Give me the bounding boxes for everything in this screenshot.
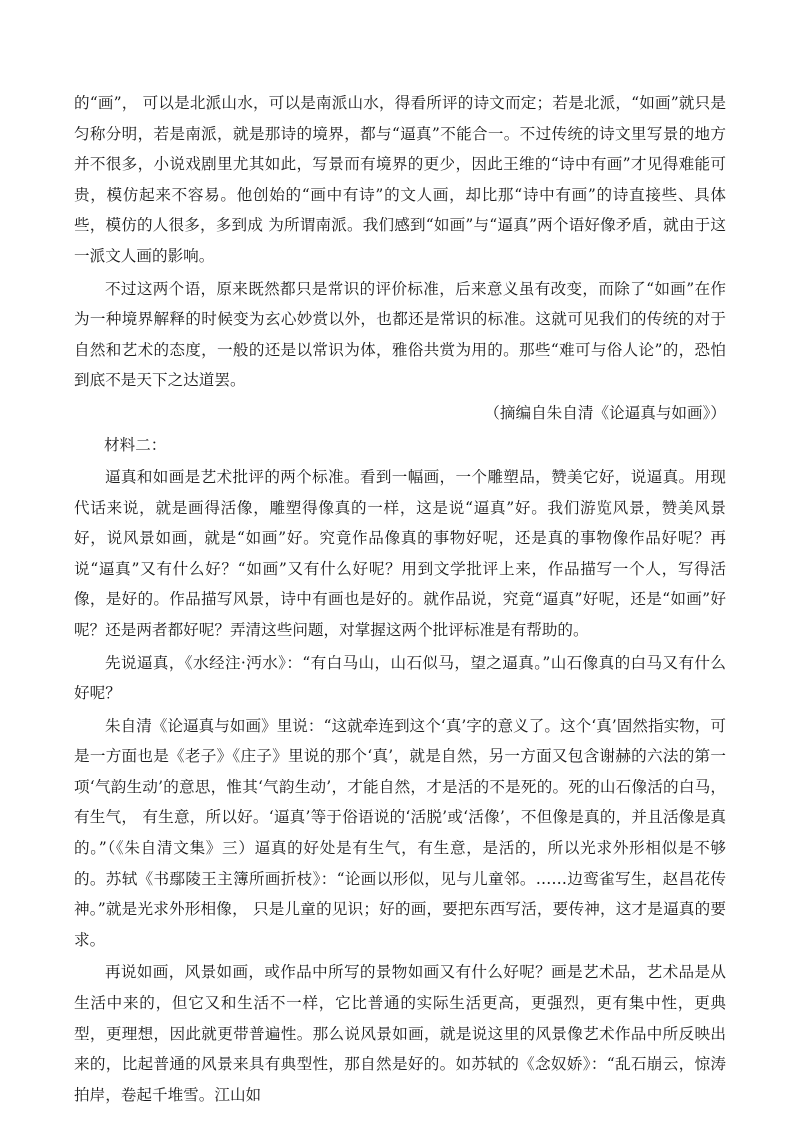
- paragraph-continued: 的“画”， 可以是北派山水，可以是南派山水，得看所评的诗文而定；若是北派，“如画”就只是匀称分明，若是南派，就是那诗的境界，都与“逼真”不能合一。不过传统的诗文里写景的地方并不很多，小说戏剧里尤其如此，写景而有境界的更少，因此王维的“诗中有画”才见得难能可贵，模仿起来不容易。他创始的“画中有诗”的文人画，却比那“诗中有画”的诗直接些、具体些，模仿的人很多，多到成 为所谓南派。我们感到“如画”与“逼真”两个语好像矛盾，就由于这一派文人画的影响。: [74, 94, 726, 265]
- source-citation: （摘编自朱自清《论逼真与如画》）: [484, 403, 726, 422]
- section-heading: 材料二：: [104, 435, 167, 454]
- paragraph-zhu-quote: 朱自清《论逼真与如画》里说：“这就牵连到这个‘真’字的意义了。这个‘真’固然指实物，可是一方面也是《老子》《庄子》里说的那个‘真’，就是自然，另一方面又包含谢赫的六法的第一项‘气韵生动’的意思，惟其‘气韵生动’，才能自然，才是活的不是死的。死的山石像活的白马，有生气， 有生意，所以好。‘逼真’等于俗语说的‘活脱’或‘活像’，不但像是真的，并且活像是真的。”（《朱自清文集》三）逼真的好处是有生气，有生意，是活的，所以光求外形相似是不够的。苏轼《书鄢陵王主簿所画折枝》：“论画以形似，见与儿童邻。……边鸾雀写生，赵昌花传神。”就是光求外形相像， 只是儿童的见识；好的画，要把东西写活，要传神，这才是逼真的要求。: [74, 716, 726, 949]
- document-page: [74, 88, 726, 1110]
- paragraph-intro: 逼真和如画是艺术批评的两个标准。看到一幅画，一个雕塑品，赞美它好，说逼真。用现代话来说，就是画得活像，雕塑得像真的一样，这是说“逼真”好。我们游览风景，赞美风景好，说风景如画，就是“如画”好。究竟作品像真的事物好呢，还是真的事物像作品好呢？再说“逼真”又有什么好？“如画”又有什么好呢？用到文学批评上来，作品描写一个人，写得活像，是好的。作品描写风景，诗中有画也是好的。就作品说，究竟“逼真”好呢，还是“如画”好呢？还是两者都好呢？弄清这些问题，对掌握这两个批评标准是有帮助的。: [74, 467, 726, 639]
- paragraph-bizhen: 先说逼真，《水经注·沔水》：“有白马山，山石似马，望之逼真。”山石像真的白马又有什么好呢？: [74, 653, 726, 703]
- paragraph-ruhua: 再说如画，风景如画，或作品中所写的景物如画又有什么好呢？画是艺术品，艺术品是从生活中来的，但它又和生活不一样，它比普通的实际生活更高，更强烈，更有集中性，更典型，更理想，因此就更带普遍性。那么说风景如画，就是说这里的风景像艺术作品中所反映出来的，比起普通的风景来具有典型性，那自然是好的。如苏轼的《念奴娇》：“乱石崩云，惊涛拍岸，卷起千堆雪。江山如: [74, 963, 726, 1104]
- paragraph-conclusion: 不过这两个语，原来既然都只是常识的评价标准，后来意义虽有改变，而除了“如画”在作为一种境界解释的时候变为玄心妙赏以外，也都还是常识的标准。这就可见我们的传统的对于自然和艺术的态度，一般的还是以常识为体，雅俗共赏为用的。那些“难可与俗人论”的，恐怕到底不是天下之达道罢。: [74, 279, 726, 390]
